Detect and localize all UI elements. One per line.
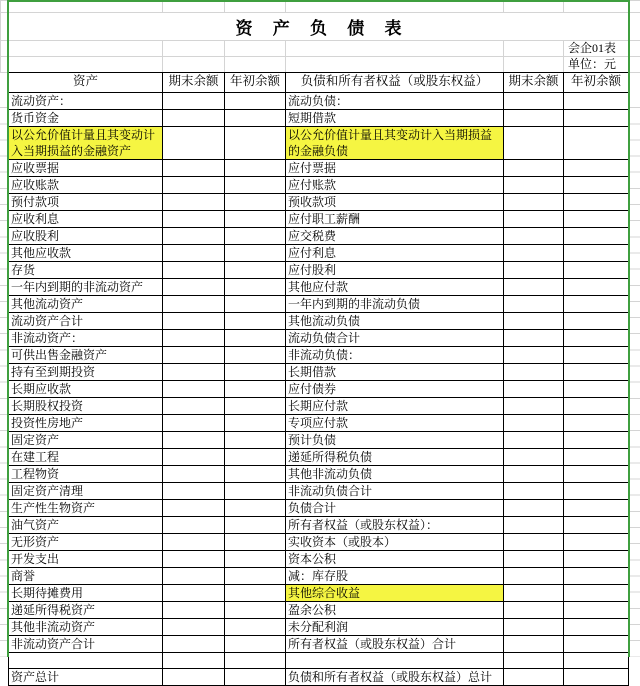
liability-item-cell[interactable]: 减：库存股 xyxy=(286,568,504,585)
asset-begin-balance-cell[interactable] xyxy=(225,449,286,466)
asset-end-balance-cell[interactable] xyxy=(163,177,225,194)
sheet-cell[interactable] xyxy=(1,1,9,13)
liability-end-balance-cell[interactable] xyxy=(504,93,564,110)
table-row xyxy=(9,466,629,483)
liability-end-balance-cell[interactable] xyxy=(504,211,564,228)
liability-item-cell[interactable]: 应付账款 xyxy=(286,177,504,194)
table-row xyxy=(9,228,629,245)
asset-item-cell[interactable]: 其他非流动资产 xyxy=(9,619,163,636)
liability-begin-balance-cell[interactable] xyxy=(564,381,629,398)
asset-end-balance-cell[interactable] xyxy=(163,602,225,619)
asset-begin-balance-cell[interactable] xyxy=(225,93,286,110)
asset-item-cell[interactable]: 非流动资产： xyxy=(9,330,163,347)
asset-begin-balance-cell[interactable] xyxy=(225,262,286,279)
asset-item-cell[interactable]: 流动资产合计 xyxy=(9,313,163,330)
liability-begin-balance-cell[interactable] xyxy=(564,296,629,313)
asset-item-cell[interactable]: 预付款项 xyxy=(9,194,163,211)
sheet-cell[interactable] xyxy=(163,41,225,57)
liability-item-cell[interactable]: 应付票据 xyxy=(286,160,504,177)
liability-begin-balance-cell[interactable] xyxy=(564,160,629,177)
asset-begin-balance-cell[interactable] xyxy=(225,398,286,415)
asset-end-balance-cell[interactable] xyxy=(163,313,225,330)
liability-item-cell[interactable]: 其他应付款 xyxy=(286,279,504,296)
liability-item-cell[interactable]: 递延所得税负债 xyxy=(286,449,504,466)
asset-begin-balance-cell[interactable] xyxy=(225,534,286,551)
sheet-cell[interactable] xyxy=(504,57,564,73)
liability-item-cell[interactable]: 实收资本（或股本） xyxy=(286,534,504,551)
table-row xyxy=(9,432,629,449)
liability-item-cell[interactable]: 所有者权益（或股东权益）合计 xyxy=(286,636,504,653)
asset-item-cell[interactable]: 其他流动资产 xyxy=(9,296,163,313)
table-row xyxy=(9,347,629,364)
liability-item-cell[interactable]: 负债合计 xyxy=(286,500,504,517)
sheet-cell[interactable] xyxy=(629,41,640,57)
liability-item-cell[interactable]: 一年内到期的非流动负债 xyxy=(286,296,504,313)
header-asset[interactable]: 资产 xyxy=(9,73,163,93)
liability-begin-balance-cell[interactable] xyxy=(564,568,629,585)
table-row xyxy=(9,177,629,194)
liability-begin-balance-cell[interactable] xyxy=(564,211,629,228)
asset-begin-balance-cell[interactable] xyxy=(225,160,286,177)
asset-item-cell[interactable]: 投资性房地产 xyxy=(9,415,163,432)
liability-end-balance-cell[interactable] xyxy=(504,177,564,194)
sheet-cell[interactable] xyxy=(564,1,629,13)
asset-begin-balance-cell[interactable] xyxy=(225,211,286,228)
sheet-cell[interactable] xyxy=(504,41,564,57)
asset-item-cell[interactable]: 应收股利 xyxy=(9,228,163,245)
asset-begin-balance-cell[interactable] xyxy=(225,296,286,313)
table-row xyxy=(9,619,629,636)
asset-begin-balance-cell[interactable] xyxy=(225,517,286,534)
liability-item-cell[interactable]: 盈余公积 xyxy=(286,602,504,619)
liability-item-cell[interactable]: 所有者权益（或股东权益）： xyxy=(286,517,504,534)
sheet-header-area xyxy=(0,0,640,73)
table-row xyxy=(9,517,629,534)
liability-begin-balance-cell[interactable] xyxy=(564,449,629,466)
asset-begin-balance-cell[interactable] xyxy=(225,228,286,245)
asset-end-balance-cell[interactable] xyxy=(163,279,225,296)
header-liability-equity[interactable]: 负债和所有者权益（或股东权益） xyxy=(286,73,504,93)
asset-item-cell[interactable]: 油气资产 xyxy=(9,517,163,534)
asset-item-cell[interactable]: 流动资产： xyxy=(9,93,163,110)
table-row xyxy=(9,279,629,296)
liability-end-balance-cell[interactable] xyxy=(504,415,564,432)
liability-begin-balance-cell[interactable] xyxy=(564,585,629,602)
liability-end-balance-cell[interactable] xyxy=(504,483,564,500)
asset-item-cell[interactable]: 以公允价值计量且其变动计入当期损益的金融资产 xyxy=(9,127,163,160)
asset-end-balance-cell[interactable] xyxy=(163,262,225,279)
gridline-stubs-right xyxy=(630,92,640,657)
liability-end-balance-cell[interactable] xyxy=(504,534,564,551)
asset-end-balance-cell[interactable] xyxy=(163,330,225,347)
liability-item-cell[interactable]: 应付股利 xyxy=(286,262,504,279)
liability-end-balance-cell[interactable] xyxy=(504,110,564,127)
liability-begin-balance-cell[interactable] xyxy=(564,636,629,653)
sheet-cell[interactable] xyxy=(225,1,286,13)
asset-begin-balance-cell[interactable] xyxy=(225,483,286,500)
liability-begin-balance-cell[interactable] xyxy=(564,534,629,551)
asset-end-balance-cell[interactable] xyxy=(163,364,225,381)
liability-item-cell[interactable]: 短期借款 xyxy=(286,110,504,127)
table-row xyxy=(9,211,629,228)
liability-begin-balance-cell[interactable] xyxy=(564,483,629,500)
sheet-cell[interactable] xyxy=(504,1,564,13)
asset-item-cell[interactable]: 开发支出 xyxy=(9,551,163,568)
asset-item-cell[interactable] xyxy=(9,653,163,669)
asset-begin-balance-cell[interactable] xyxy=(225,415,286,432)
liability-end-balance-cell[interactable] xyxy=(504,432,564,449)
sheet-cell[interactable] xyxy=(286,41,504,57)
liability-begin-balance-cell[interactable] xyxy=(564,245,629,262)
sheet-row xyxy=(1,13,640,41)
sheet-cell[interactable] xyxy=(629,57,640,73)
asset-begin-balance-cell[interactable] xyxy=(225,500,286,517)
liability-end-balance-cell[interactable] xyxy=(504,262,564,279)
liability-begin-balance-cell[interactable] xyxy=(564,466,629,483)
table-row xyxy=(9,245,629,262)
liability-item-cell[interactable]: 预收款项 xyxy=(286,194,504,211)
asset-begin-balance-cell[interactable] xyxy=(225,194,286,211)
asset-end-balance-cell[interactable] xyxy=(163,466,225,483)
asset-begin-balance-cell[interactable] xyxy=(225,279,286,296)
table-row xyxy=(9,653,629,669)
table-row xyxy=(9,398,629,415)
table-row xyxy=(9,534,629,551)
liability-begin-balance-cell[interactable] xyxy=(564,347,629,364)
asset-begin-balance-cell[interactable] xyxy=(225,551,286,568)
table-row xyxy=(9,296,629,313)
asset-item-cell[interactable]: 递延所得税资产 xyxy=(9,602,163,619)
liability-begin-balance-cell[interactable] xyxy=(564,619,629,636)
sheet-cell[interactable] xyxy=(163,57,225,73)
table-row xyxy=(9,381,629,398)
asset-end-balance-cell[interactable] xyxy=(163,483,225,500)
asset-begin-balance-cell[interactable] xyxy=(225,347,286,364)
liability-begin-balance-cell[interactable] xyxy=(564,364,629,381)
liability-end-balance-cell[interactable] xyxy=(504,279,564,296)
sheet-row xyxy=(1,41,640,57)
liability-item-cell[interactable]: 预计负债 xyxy=(286,432,504,449)
liability-begin-balance-cell[interactable] xyxy=(564,279,629,296)
liability-end-balance-cell[interactable] xyxy=(504,568,564,585)
liability-begin-balance-cell[interactable] xyxy=(564,415,629,432)
liability-item-cell[interactable]: 长期借款 xyxy=(286,364,504,381)
table-row xyxy=(9,93,629,110)
form-number[interactable]: 会企01表 xyxy=(564,41,629,57)
sheet-cell[interactable] xyxy=(225,41,286,57)
asset-begin-balance-cell[interactable] xyxy=(225,364,286,381)
asset-end-balance-cell[interactable] xyxy=(163,653,225,669)
table-row xyxy=(9,330,629,347)
asset-end-balance-cell[interactable] xyxy=(163,534,225,551)
asset-end-balance-cell[interactable] xyxy=(163,245,225,262)
asset-item-cell[interactable]: 无形资产 xyxy=(9,534,163,551)
liability-end-balance-cell[interactable] xyxy=(504,517,564,534)
asset-end-balance-cell[interactable] xyxy=(163,347,225,364)
liability-end-balance-cell[interactable] xyxy=(504,398,564,415)
liability-begin-balance-cell[interactable] xyxy=(564,669,629,686)
asset-end-balance-cell[interactable] xyxy=(163,415,225,432)
sheet-cell[interactable] xyxy=(163,1,225,13)
asset-item-cell[interactable]: 长期应收款 xyxy=(9,381,163,398)
liability-begin-balance-cell[interactable] xyxy=(564,517,629,534)
asset-item-cell[interactable]: 非流动资产合计 xyxy=(9,636,163,653)
sheet-cell[interactable] xyxy=(629,13,640,41)
sheet-cell[interactable] xyxy=(629,1,640,13)
asset-end-balance-cell[interactable] xyxy=(163,636,225,653)
liability-end-balance-cell[interactable] xyxy=(504,653,564,669)
liability-begin-balance-cell[interactable] xyxy=(564,177,629,194)
liability-begin-balance-cell[interactable] xyxy=(564,313,629,330)
table-row xyxy=(9,262,629,279)
liability-begin-balance-cell[interactable] xyxy=(564,228,629,245)
sheet-row xyxy=(1,1,640,13)
liability-item-cell[interactable]: 非流动负债： xyxy=(286,347,504,364)
asset-end-balance-cell[interactable] xyxy=(163,160,225,177)
liability-begin-balance-cell[interactable] xyxy=(564,330,629,347)
liability-item-cell[interactable]: 资本公积 xyxy=(286,551,504,568)
asset-end-balance-cell[interactable] xyxy=(163,500,225,517)
asset-item-cell[interactable]: 长期待摊费用 xyxy=(9,585,163,602)
asset-item-cell[interactable]: 其他应收款 xyxy=(9,245,163,262)
balance-sheet-table xyxy=(8,72,629,686)
table-row xyxy=(9,483,629,500)
header-asset-begin-balance[interactable]: 年初余额 xyxy=(225,73,286,93)
liability-end-balance-cell[interactable] xyxy=(504,347,564,364)
asset-item-cell[interactable]: 应收账款 xyxy=(9,177,163,194)
asset-item-cell[interactable]: 工程物资 xyxy=(9,466,163,483)
liability-begin-balance-cell[interactable] xyxy=(564,551,629,568)
table-row xyxy=(9,669,629,686)
liability-end-balance-cell[interactable] xyxy=(504,381,564,398)
asset-item-cell[interactable]: 生产性生物资产 xyxy=(9,500,163,517)
liability-item-cell[interactable]: 非流动负债合计 xyxy=(286,483,504,500)
header-row xyxy=(9,73,629,93)
liability-begin-balance-cell[interactable] xyxy=(564,127,629,160)
header-asset-end-balance[interactable]: 期末余额 xyxy=(163,73,225,93)
asset-item-cell[interactable]: 持有至到期投资 xyxy=(9,364,163,381)
liability-begin-balance-cell[interactable] xyxy=(564,262,629,279)
asset-begin-balance-cell[interactable] xyxy=(225,669,286,686)
liability-item-cell[interactable]: 应付债券 xyxy=(286,381,504,398)
asset-begin-balance-cell[interactable] xyxy=(225,127,286,160)
liability-end-balance-cell[interactable] xyxy=(504,551,564,568)
asset-item-cell[interactable]: 应收票据 xyxy=(9,160,163,177)
liability-item-cell[interactable]: 流动负债： xyxy=(286,93,504,110)
asset-end-balance-cell[interactable] xyxy=(163,93,225,110)
table-row xyxy=(9,585,629,602)
sheet-cell[interactable] xyxy=(9,57,163,73)
liability-end-balance-cell[interactable] xyxy=(504,194,564,211)
liability-item-cell[interactable]: 以公允价值计量且其变动计入当期损益的金融负债 xyxy=(286,127,504,160)
liability-end-balance-cell[interactable] xyxy=(504,669,564,686)
liability-end-balance-cell[interactable] xyxy=(504,313,564,330)
asset-end-balance-cell[interactable] xyxy=(163,194,225,211)
liability-begin-balance-cell[interactable] xyxy=(564,110,629,127)
liability-item-cell[interactable]: 其他流动负债 xyxy=(286,313,504,330)
table-row xyxy=(9,110,629,127)
table-row xyxy=(9,449,629,466)
asset-item-cell[interactable]: 一年内到期的非流动资产 xyxy=(9,279,163,296)
asset-begin-balance-cell[interactable] xyxy=(225,110,286,127)
balance-rows xyxy=(9,93,629,686)
table-row xyxy=(9,602,629,619)
sheet-cell[interactable] xyxy=(286,57,504,73)
liability-begin-balance-cell[interactable] xyxy=(564,602,629,619)
asset-begin-balance-cell[interactable] xyxy=(225,585,286,602)
sheet-row xyxy=(1,57,640,73)
liability-item-cell[interactable]: 应付职工薪酬 xyxy=(286,211,504,228)
sheet-cell[interactable] xyxy=(1,41,9,57)
liability-end-balance-cell[interactable] xyxy=(504,602,564,619)
asset-end-balance-cell[interactable] xyxy=(163,296,225,313)
table-row xyxy=(9,160,629,177)
liability-end-balance-cell[interactable] xyxy=(504,127,564,160)
asset-item-cell[interactable]: 固定资产清理 xyxy=(9,483,163,500)
asset-end-balance-cell[interactable] xyxy=(163,127,225,160)
header-liability-end-balance[interactable]: 期末余额 xyxy=(504,73,564,93)
asset-begin-balance-cell[interactable] xyxy=(225,636,286,653)
asset-begin-balance-cell[interactable] xyxy=(225,653,286,669)
liability-end-balance-cell[interactable] xyxy=(504,636,564,653)
liability-end-balance-cell[interactable] xyxy=(504,228,564,245)
asset-end-balance-cell[interactable] xyxy=(163,228,225,245)
liability-item-cell[interactable] xyxy=(286,653,504,669)
asset-item-cell[interactable]: 应收利息 xyxy=(9,211,163,228)
asset-begin-balance-cell[interactable] xyxy=(225,466,286,483)
asset-end-balance-cell[interactable] xyxy=(163,381,225,398)
asset-begin-balance-cell[interactable] xyxy=(225,330,286,347)
asset-end-balance-cell[interactable] xyxy=(163,432,225,449)
liability-begin-balance-cell[interactable] xyxy=(564,500,629,517)
asset-begin-balance-cell[interactable] xyxy=(225,381,286,398)
liability-begin-balance-cell[interactable] xyxy=(564,432,629,449)
sheet-title[interactable]: 资 产 负 债 表 xyxy=(9,13,629,41)
sheet-cell[interactable] xyxy=(286,1,504,13)
sheet-cell[interactable] xyxy=(9,1,163,13)
asset-item-cell[interactable]: 在建工程 xyxy=(9,449,163,466)
liability-end-balance-cell[interactable] xyxy=(504,330,564,347)
asset-begin-balance-cell[interactable] xyxy=(225,313,286,330)
asset-end-balance-cell[interactable] xyxy=(163,449,225,466)
asset-item-cell[interactable]: 存货 xyxy=(9,262,163,279)
asset-end-balance-cell[interactable] xyxy=(163,585,225,602)
asset-item-cell[interactable]: 长期股权投资 xyxy=(9,398,163,415)
liability-begin-balance-cell[interactable] xyxy=(564,194,629,211)
asset-end-balance-cell[interactable] xyxy=(163,669,225,686)
asset-item-cell[interactable]: 商誉 xyxy=(9,568,163,585)
table-row xyxy=(9,636,629,653)
asset-end-balance-cell[interactable] xyxy=(163,619,225,636)
table-row xyxy=(9,551,629,568)
table-row xyxy=(9,194,629,211)
liability-begin-balance-cell[interactable] xyxy=(564,653,629,669)
table-row xyxy=(9,364,629,381)
table-row xyxy=(9,500,629,517)
sheet-cell[interactable] xyxy=(1,57,9,73)
table-row xyxy=(9,415,629,432)
asset-end-balance-cell[interactable] xyxy=(163,398,225,415)
liability-item-cell[interactable]: 长期应付款 xyxy=(286,398,504,415)
liability-item-cell[interactable]: 应交税费 xyxy=(286,228,504,245)
asset-end-balance-cell[interactable] xyxy=(163,551,225,568)
liability-item-cell[interactable]: 应付利息 xyxy=(286,245,504,262)
liability-end-balance-cell[interactable] xyxy=(504,296,564,313)
liability-item-cell[interactable]: 未分配利润 xyxy=(286,619,504,636)
asset-item-cell[interactable]: 货币资金 xyxy=(9,110,163,127)
liability-end-balance-cell[interactable] xyxy=(504,500,564,517)
asset-end-balance-cell[interactable] xyxy=(163,517,225,534)
liability-begin-balance-cell[interactable] xyxy=(564,398,629,415)
asset-begin-balance-cell[interactable] xyxy=(225,619,286,636)
asset-end-balance-cell[interactable] xyxy=(163,110,225,127)
liability-end-balance-cell[interactable] xyxy=(504,466,564,483)
liability-item-cell[interactable]: 专项应付款 xyxy=(286,415,504,432)
sheet-cell[interactable] xyxy=(225,57,286,73)
liability-end-balance-cell[interactable] xyxy=(504,449,564,466)
header-liability-begin-balance[interactable]: 年初余额 xyxy=(564,73,629,93)
liability-end-balance-cell[interactable] xyxy=(504,364,564,381)
asset-item-cell[interactable]: 固定资产 xyxy=(9,432,163,449)
table-row xyxy=(9,568,629,585)
liability-end-balance-cell[interactable] xyxy=(504,585,564,602)
liability-begin-balance-cell[interactable] xyxy=(564,93,629,110)
liability-item-cell[interactable]: 负债和所有者权益（或股东权益）总计 xyxy=(286,669,504,686)
liability-item-cell[interactable]: 其他非流动负债 xyxy=(286,466,504,483)
asset-begin-balance-cell[interactable] xyxy=(225,432,286,449)
liability-end-balance-cell[interactable] xyxy=(504,619,564,636)
table-row xyxy=(9,127,629,160)
sheet-cell[interactable] xyxy=(9,41,163,57)
asset-begin-balance-cell[interactable] xyxy=(225,177,286,194)
liability-item-cell[interactable]: 其他综合收益 xyxy=(286,585,504,602)
asset-end-balance-cell[interactable] xyxy=(163,211,225,228)
sheet-cell[interactable] xyxy=(1,13,9,41)
asset-item-cell[interactable]: 资产总计 xyxy=(9,669,163,686)
asset-begin-balance-cell[interactable] xyxy=(225,602,286,619)
liability-end-balance-cell[interactable] xyxy=(504,245,564,262)
asset-end-balance-cell[interactable] xyxy=(163,568,225,585)
liability-end-balance-cell[interactable] xyxy=(504,160,564,177)
asset-begin-balance-cell[interactable] xyxy=(225,245,286,262)
table-row xyxy=(9,313,629,330)
currency-unit[interactable]: 单位：元 xyxy=(564,57,629,73)
asset-begin-balance-cell[interactable] xyxy=(225,568,286,585)
asset-item-cell[interactable]: 可供出售金融资产 xyxy=(9,347,163,364)
gridline-stubs-left xyxy=(0,92,7,657)
liability-item-cell[interactable]: 流动负债合计 xyxy=(286,330,504,347)
